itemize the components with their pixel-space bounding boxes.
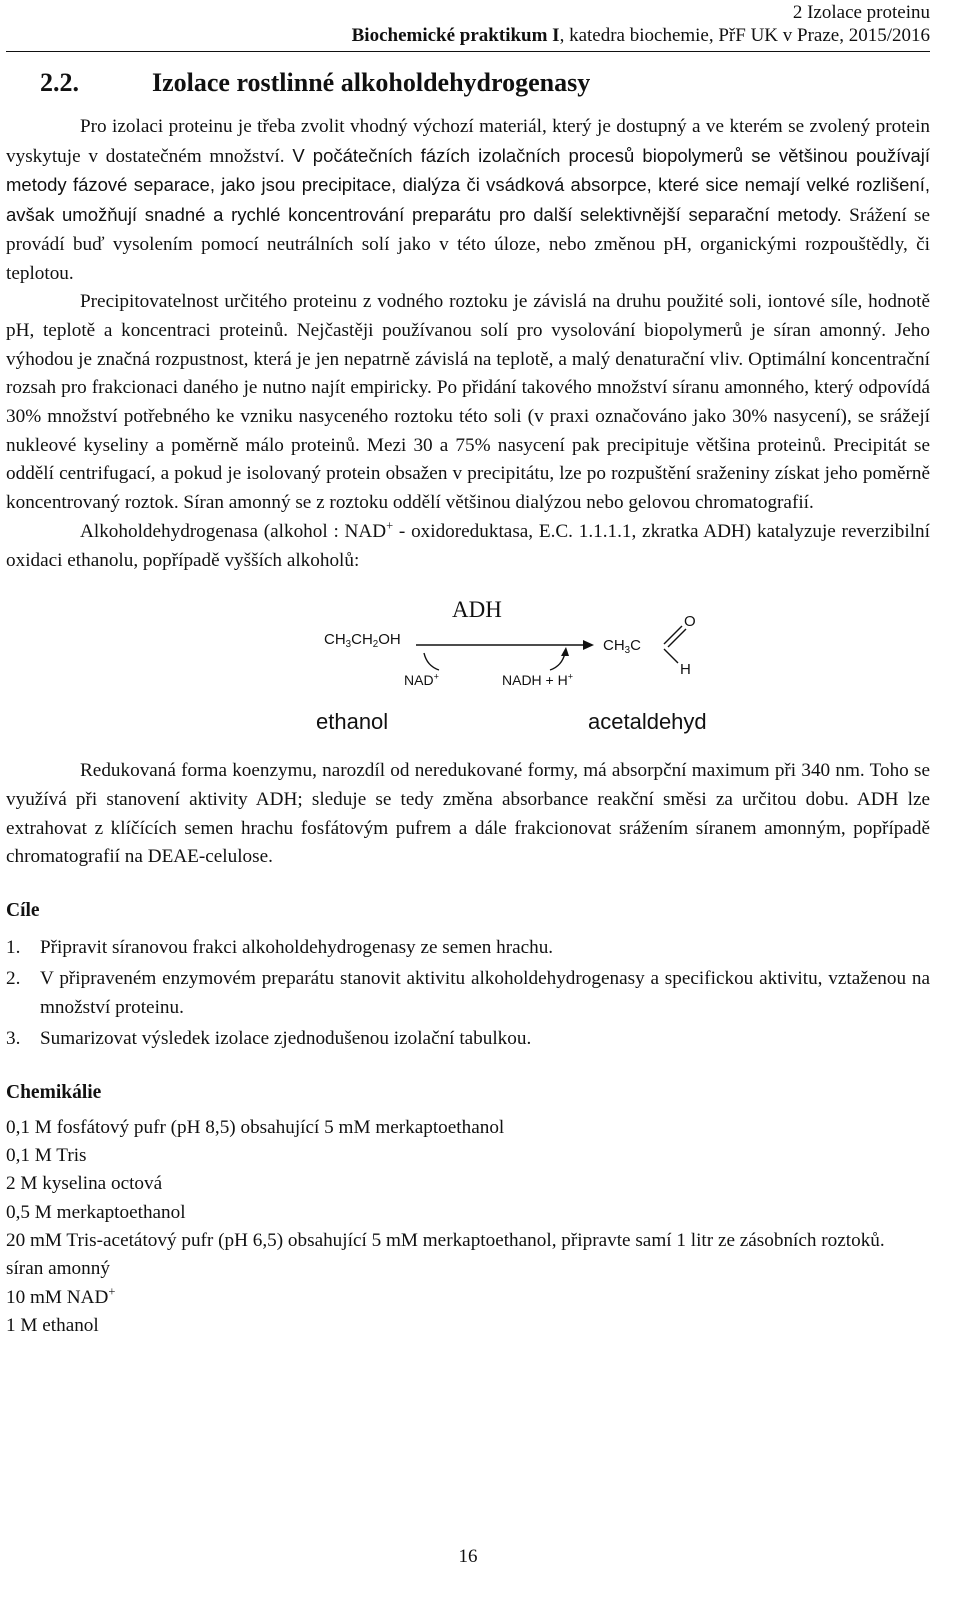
product-oxygen: O	[684, 613, 696, 631]
paragraph-adh	[6, 518, 930, 575]
cofactor-in: NAD+	[404, 671, 439, 689]
list-item: 3. Sumarizovat výsledek izolace zjednodušenou izolační tabulkou.	[6, 1028, 532, 1050]
p3-text-a: Alkoholdehydrogenasa (alkohol : NAD	[80, 520, 387, 542]
p1-part-b: V počátečních fázích izolačních procesů biopolymerů se většinou používají metody fázové separace, jako jsou precipitace, dialýza či vsádková absorpce, které sice nemají velké rozlišení, avšak umožňují snadné a rychlé koncentrování preparátu pro další selektivnější separační metody.	[6, 144, 930, 226]
list-item: 0,1 M fosfátový pufr (pH 8,5) obsahující 5 mM merkaptoethanol	[6, 1116, 505, 1138]
list-item: 10 mM NAD+	[6, 1284, 116, 1308]
list-item: 2 M kyselina octová	[6, 1173, 163, 1195]
list-item: 0,1 M Tris	[6, 1145, 87, 1167]
p3-text-b: - oxidoreduktasa, E.C. 1.1.1.1, zkratka ADH) katalyzuje reverzibilní oxidaci ethanolu, popřípadě vyšších alkoholů:	[6, 520, 930, 571]
reactant-name: ethanol	[316, 709, 389, 735]
list-item: 1 M ethanol	[6, 1314, 99, 1336]
chapter-title: 2 Izolace proteinu	[792, 2, 930, 23]
list-item: 2. V připraveném enzymovém preparátu stanovit aktivitu alkoholdehydrogenasy a specifickou aktivitu, vztaženou na množství proteinu.	[6, 968, 930, 1018]
course-name: Biochemické praktikum I	[351, 25, 560, 46]
document-page	[6, 0, 930, 1567]
product-formula: $CH_3C$	[603, 637, 641, 657]
reactant-formula: $CH_3CH_2OH$	[324, 631, 401, 651]
course-line	[6, 24, 930, 47]
list-item: síran amonný	[6, 1258, 110, 1280]
course-info: , katedra biochemie, PřF UK v Praze, 2015/2016	[559, 25, 930, 46]
section-heading	[6, 68, 930, 98]
list-item: 0,5 M merkaptoethanol	[6, 1201, 186, 1223]
p1-part-a: Pro izolaci proteinu je třeba zvolit vhodný výchozí materiál, který je dostupný a ve kterém se zvolený protein vyskytuje v dostatečném množství.	[6, 116, 930, 167]
chemicals-heading: Chemikálie	[6, 1081, 102, 1103]
paragraph-precipitation: Precipitovatelnost určitého proteinu z vodného roztoku je závislá na druhu použité soli, iontové síle, hodnotě pH, teplotě a koncentraci proteinů. Nejčastěji používanou solí pro vysolování biopolymerů je síran amonný. Jeho výhodou je značná rozpustnost, která je jen nepatrně závislá na teplotě, a malý denaturační vliv. Optimální koncentrační rozsah pro frakcionaci daného je nutno najít empiricky. Po přidání takového množství síranu amonného, který odpovídá 30% množství potřebného ke vzniku nasyceného roztoku této soli (v praxi označováno jako 30% nasycení), se srážejí nukleové kyseliny a poměrně málo proteinů. Mezi 30 a 75% nasycení pak precipituje většina proteinů. Precipitát se oddělí centrifugací, a pokud je isolovaný protein obsažen v precipitátu, lze po rozpuštění sraženiny získat jeho poměrně koncentrovaný roztok. Síran amonný se z roztoku oddělí většinou dialýzou nebo gelovou chromatografií.	[6, 291, 930, 514]
product-hydrogen: H	[680, 661, 691, 679]
section-title: Izolace rostlinné alkoholdehydrogenasy	[152, 68, 591, 97]
list-item: 20 mM Tris-acetátový pufr (pH 6,5) obsahující 5 mM merkaptoethanol, připravte samí 1 litr ze zásobních roztoků.	[6, 1230, 885, 1252]
header-rule	[6, 51, 930, 52]
product-name: acetaldehyd	[588, 709, 707, 735]
paragraph-intro	[6, 113, 930, 288]
p1-part-c: Srážení se provádí buď vysolením pomocí neutrálních solí jako v této úloze, nebo změnou pH, organickými rozpouštědly, či teplotou.	[6, 205, 930, 284]
running-header	[6, 0, 930, 47]
chemicals-list	[6, 1114, 930, 1340]
enzyme-label: ADH	[452, 597, 502, 623]
paragraph-coenzyme: Redukovaná forma koenzymu, narozdíl od neredukované formy, má absorpční maximum při 340 nm. Toho se využívá při stanovení aktivity ADH; sleduje se tedy změna absorbance reakční směsi za určitou dobu. ADH lze extrahovat z klíčících semen hrachu fosfátovým pufrem a dále frakcionovat srážením síranem amonným, popřípadě chromatografií na DEAE-celulose.	[6, 760, 930, 868]
list-item: 1. Připravit síranovou frakci alkoholdehydrogenasy ze semen hrachu.	[6, 937, 554, 959]
goals-list	[6, 934, 930, 1054]
goals-heading: Cíle	[6, 900, 40, 922]
section-number: 2.2.	[40, 68, 79, 97]
p3-sup: +	[386, 518, 394, 533]
page-number: 16	[458, 1546, 478, 1567]
cofactor-out: NADH + H+	[502, 671, 574, 689]
reaction-scheme	[6, 595, 930, 741]
